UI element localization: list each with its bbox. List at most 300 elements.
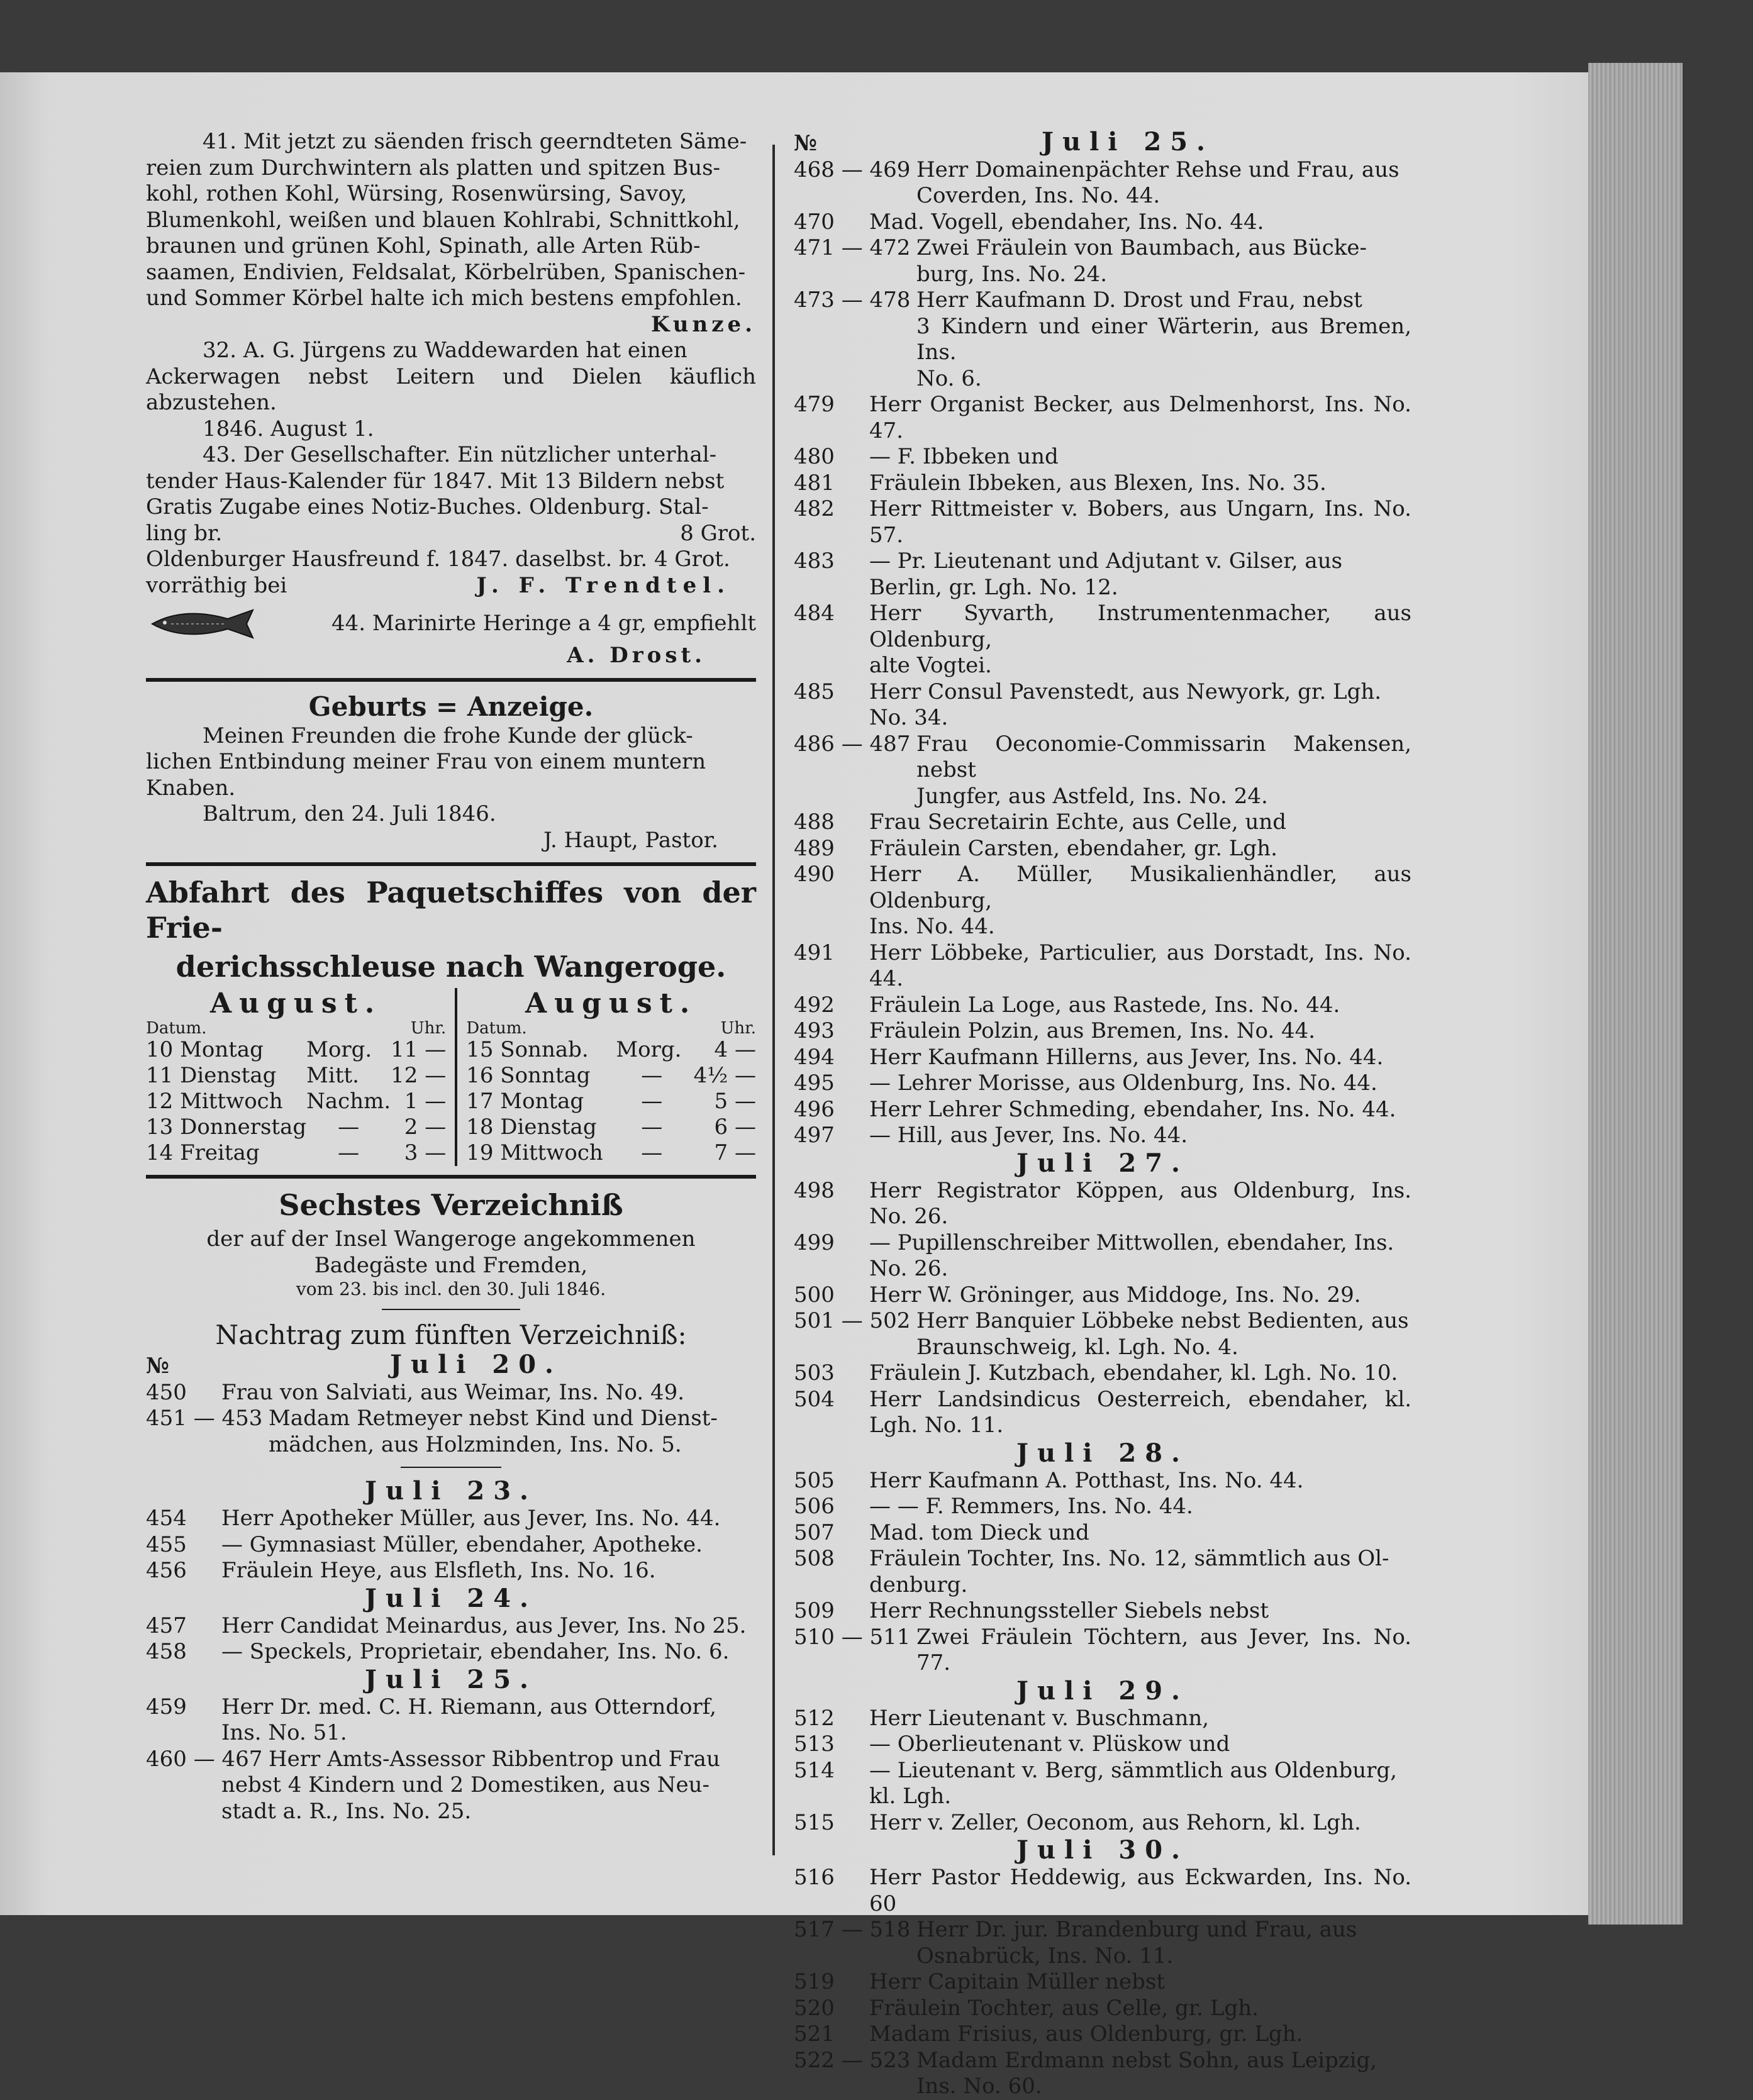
entry-text: — Lieutenant v. Berg, sämmtlich aus Oldenburg, <box>869 1757 1397 1783</box>
entry-text: Herr Kaufmann D. Drost und Frau, nebst <box>916 287 1362 313</box>
list-item <box>146 1506 756 1532</box>
entry-number: 460 — 467 <box>146 1746 263 1772</box>
list-item <box>794 1598 1411 1625</box>
entry-number: 513 <box>794 1731 835 1757</box>
ferry-month: August. <box>209 987 382 1019</box>
entry-text: Frau Secretairin Echte, aus Celle, und <box>869 809 1287 835</box>
list-item <box>794 836 1411 862</box>
entry-continuation: 3 Kindern und einer Wärterin, aus Bremen, Ins. <box>916 313 1411 365</box>
entry-text: Madam Erdmann nebst Sohn, aus Leipzig, <box>916 2047 1377 2073</box>
ferry-day: 14 Freitag <box>146 1140 260 1165</box>
entry-text: Herr Kaufmann A. Potthast, Ins. No. 44. <box>869 1467 1304 1493</box>
ferry-label-date: Datum. <box>466 1019 527 1038</box>
number-symbol: № <box>794 131 817 156</box>
ferry-time: 4 — <box>714 1037 756 1062</box>
list-item <box>794 1178 1411 1230</box>
list-subtitle: Badegäste und Fremden, <box>314 1252 588 1278</box>
entry-text: Herr v. Zeller, Oeconom, aus Rehorn, kl. Lgh. <box>869 1809 1361 1835</box>
entry-number: 473 — 478 <box>794 287 911 313</box>
entry-number: 494 <box>794 1044 835 1070</box>
entry-text: Herr Consul Pavenstedt, aus Newyork, gr. Lgh. <box>869 679 1382 704</box>
entry-number: 480 <box>794 444 835 469</box>
list-item <box>794 940 1411 992</box>
entry-text: Zwei Fräulein von Baumbach, aus Bücke- <box>916 235 1367 260</box>
ad-43-line: Oldenburger Hausfreund f. 1847. daselbst. br. 4 Grot. <box>146 547 730 572</box>
ferry-table-left <box>146 988 446 1166</box>
list-item <box>794 1308 1411 1335</box>
ferry-day: 10 Montag <box>146 1037 264 1062</box>
ad-44-row <box>146 605 756 643</box>
date-heading: Juli 24. <box>365 1583 537 1613</box>
list-item <box>794 209 1411 236</box>
ad-41-line: Blumenkohl, weißen und blauen Kohlrabi, Schnittkohl, <box>146 207 740 233</box>
right-column <box>794 129 1411 2100</box>
entry-continuation: No. 26. <box>869 1256 949 1281</box>
birth-announcement <box>146 691 756 854</box>
entry-continuation: Ins. No. 44. <box>869 914 995 939</box>
entry-number: 520 <box>794 1995 835 2021</box>
entry-number: 501 — 502 <box>794 1308 911 1333</box>
list-item <box>794 1969 1411 1996</box>
entry-text: Herr Dr. med. C. H. Riemann, aus Otterndorf, <box>221 1694 716 1719</box>
ferry-label-time: Uhr. <box>720 1019 756 1038</box>
entry-text: Fräulein Tochter, Ins. No. 12, sämmtlich aus Ol- <box>869 1546 1389 1571</box>
entry-text: Herr Rittmeister v. Bobers, aus Ungarn, Ins. No. 57. <box>869 496 1411 548</box>
nachtrag-title: Nachtrag zum fünften Verzeichniß: <box>215 1319 687 1350</box>
entry-text: — Pupillenschreiber Mittwollen, ebendaher, Ins. <box>869 1230 1394 1255</box>
entry-number: 456 <box>146 1558 187 1583</box>
entry-number: 483 <box>794 548 835 574</box>
section-rule <box>146 862 756 866</box>
birth-text-line: Knaben. <box>146 775 236 801</box>
ferry-rows-right <box>466 1037 756 1166</box>
list-item <box>146 1639 756 1665</box>
entry-text: — F. Ibbeken und <box>869 444 1059 469</box>
guest-group-juli-28 <box>794 1468 1411 1677</box>
entry-text: Madam Frisius, aus Oldenburg, gr. Lgh. <box>869 2021 1303 2047</box>
entry-number: 458 <box>146 1639 187 1664</box>
list-item <box>794 731 1411 784</box>
list-item <box>794 1468 1411 1494</box>
ferry-rows-left <box>146 1037 446 1166</box>
birth-signature: J. Haupt, Pastor. <box>543 827 718 853</box>
entry-number: 479 <box>794 392 835 417</box>
entry-text: — Oberlieutenant v. Plüskow und <box>869 1731 1230 1757</box>
ad-44 <box>146 605 756 669</box>
ferry-row <box>466 1114 756 1140</box>
entry-number: 508 <box>794 1546 835 1571</box>
entry-text: Herr Dr. jur. Brandenburg und Frau, aus <box>916 1917 1357 1942</box>
ferry-row <box>146 1114 446 1140</box>
birth-title: Geburts = Anzeige. <box>308 691 594 722</box>
list-item <box>794 444 1411 470</box>
ferry-time: 7 — <box>714 1140 756 1165</box>
entry-number: 495 <box>794 1070 835 1096</box>
ferry-day: 11 Dienstag <box>146 1063 277 1088</box>
short-rule <box>382 1309 520 1310</box>
list-item <box>794 548 1411 575</box>
entry-text: Herr Banquier Löbbeke nebst Bedienten, aus <box>916 1308 1409 1333</box>
entry-number: 451 — 453 <box>146 1406 263 1431</box>
entry-text: Fräulein Carsten, ebendaher, gr. Lgh. <box>869 835 1277 861</box>
list-item <box>146 1613 756 1640</box>
guest-group-juli-27 <box>794 1178 1411 1439</box>
ferry-row <box>466 1037 756 1063</box>
ferry-labels <box>466 1019 756 1037</box>
ferry-table-right <box>466 988 756 1166</box>
entry-text: — — F. Remmers, Ins. No. 44. <box>869 1494 1193 1519</box>
list-item <box>794 1282 1411 1309</box>
entry-continuation: Braunschweig, kl. Lgh. No. 4. <box>916 1334 1238 1360</box>
entry-text: Herr Syvarth, Instrumentenmacher, aus Oldenburg, <box>869 601 1411 652</box>
entry-continuation: Osnabrück, Ins. No. 11. <box>916 1943 1174 1969</box>
list-item <box>794 1706 1411 1732</box>
list-item <box>794 470 1411 497</box>
ferry-day: 19 Mittwoch <box>466 1140 603 1165</box>
ferry-period: Morg. <box>616 1037 682 1062</box>
list-item <box>794 1494 1411 1520</box>
entry-continuation: Coverden, Ins. No. 44. <box>916 183 1160 208</box>
list-item <box>794 809 1411 836</box>
date-heading-text: Juli 20. <box>390 1350 562 1379</box>
list-item <box>794 1520 1411 1547</box>
entry-text: Fräulein Heye, aus Elsfleth, Ins. No. 16. <box>221 1558 656 1583</box>
entry-number: 498 <box>794 1177 835 1203</box>
ferry-period: — <box>641 1140 663 1165</box>
entry-number: 454 <box>146 1506 187 1531</box>
entry-number: 517 — 518 <box>794 1917 911 1942</box>
entry-number: 491 <box>794 940 835 965</box>
list-item <box>794 1123 1411 1149</box>
entry-number: 519 <box>794 1969 835 1994</box>
ferry-labels <box>146 1019 446 1037</box>
entry-number: 486 — 487 <box>794 731 911 757</box>
list-item <box>794 1996 1411 2022</box>
entry-number: 514 <box>794 1757 835 1783</box>
ferry-time: 12 — <box>391 1063 447 1088</box>
date-heading: Juli 27. <box>1016 1148 1189 1178</box>
entry-text: Herr A. Müller, Musikalienhändler, aus Oldenburg, <box>869 862 1411 913</box>
list-item <box>794 1917 1411 1943</box>
ferry-month: August. <box>525 987 698 1019</box>
entry-number: 484 <box>794 601 835 626</box>
date-heading <box>146 1352 756 1380</box>
ad-43-line: 43. Der Gesellschafter. Ein nützlicher unterhal- <box>203 442 717 467</box>
ferry-time: 5 — <box>714 1089 756 1114</box>
entry-continuation: kl. Lgh. <box>869 1784 952 1809</box>
list-item <box>794 1045 1411 1071</box>
date-heading-text: Juli 25. <box>1042 127 1214 157</box>
list-item <box>794 1865 1411 1917</box>
fish-icon <box>146 605 259 643</box>
entry-number: 499 <box>794 1230 835 1255</box>
list-item <box>146 1558 756 1584</box>
ferry-day: 16 Sonntag <box>466 1063 591 1088</box>
ad-44-signature: A. Drost. <box>567 643 706 668</box>
entry-number: 509 <box>794 1598 835 1623</box>
list-item <box>794 601 1411 653</box>
list-item <box>794 235 1411 262</box>
ad-43 <box>146 442 756 599</box>
entry-number: 506 <box>794 1494 835 1519</box>
entry-continuation: stadt a. R., Ins. No. 25. <box>221 1798 472 1824</box>
entry-number: 515 <box>794 1809 835 1835</box>
entry-number: 507 <box>794 1519 835 1545</box>
ferry-period: — <box>641 1089 663 1114</box>
ferry-label-date: Datum. <box>146 1019 207 1038</box>
ad-41-line: saamen, Endivien, Feldsalat, Körbelrüben, Spanischen- <box>146 259 746 285</box>
ferry-row <box>466 1089 756 1114</box>
entry-text: Fräulein J. Kutzbach, ebendaher, kl. Lgh. No. 10. <box>869 1360 1398 1386</box>
entry-number: 482 <box>794 496 835 521</box>
guest-group-juli-29 <box>794 1706 1411 1836</box>
ferry-time: 11 — <box>391 1037 447 1062</box>
entry-number: 497 <box>794 1123 835 1148</box>
list-item <box>794 992 1411 1019</box>
ad-41-line: und Sommer Körbel halte ich mich bestens empfohlen. <box>146 286 742 311</box>
list-item <box>794 1360 1411 1387</box>
ferry-schedule <box>146 875 756 1166</box>
list-item <box>146 1406 756 1432</box>
ferry-time: 1 — <box>404 1089 447 1114</box>
ferry-day: 18 Dienstag <box>466 1114 597 1140</box>
date-heading <box>794 129 1411 157</box>
list-item <box>794 496 1411 548</box>
ferry-day: 12 Mittwoch <box>146 1089 283 1114</box>
date-heading: Juli 23. <box>365 1476 537 1506</box>
entry-text: Fräulein Ibbeken, aus Blexen, Ins. No. 35. <box>869 470 1327 496</box>
entry-text: — Lehrer Morisse, aus Oldenburg, Ins. No. 44. <box>869 1070 1377 1096</box>
number-symbol: № <box>146 1353 169 1379</box>
ad-43-price: 8 Grot. <box>680 520 756 546</box>
ferry-period: Morg. <box>306 1037 372 1062</box>
ad-43-available: vorräthig bei <box>146 572 287 598</box>
list-item <box>794 1070 1411 1097</box>
entry-text: Herr W. Gröninger, aus Middoge, Ins. No. 29. <box>869 1282 1361 1308</box>
list-range: vom 23. bis incl. den 30. Juli 1846. <box>296 1279 606 1299</box>
ferry-row <box>466 1140 756 1166</box>
entry-text: Fräulein Tochter, aus Celle, gr. Lgh. <box>869 1995 1259 2021</box>
entry-number: 455 <box>146 1531 187 1557</box>
entry-continuation: Berlin, gr. Lgh. No. 12. <box>869 574 1118 600</box>
ferry-title-line: derichsschleuse nach Wangeroge. <box>175 950 726 984</box>
ferry-time: 4½ — <box>693 1063 756 1088</box>
entry-text: — Pr. Lieutenant und Adjutant v. Gilser, aus <box>869 548 1343 574</box>
entry-text: Herr Pastor Heddewig, aus Eckwarden, Ins. No. 60 <box>869 1865 1411 1916</box>
date-heading: Juli 29. <box>1016 1675 1189 1706</box>
entry-text: Herr Organist Becker, aus Delmenhorst, Ins. No. 47. <box>869 392 1411 443</box>
ferry-day: 17 Montag <box>466 1089 584 1114</box>
list-item <box>146 1532 756 1558</box>
list-item <box>794 392 1411 444</box>
list-item <box>794 1097 1411 1123</box>
ferry-title-line: Abfahrt des Paquetschiffes von der Frie- <box>146 875 756 945</box>
entry-text: Mad. Vogell, ebendaher, Ins. No. 44. <box>869 209 1264 235</box>
entry-number: 470 <box>794 209 835 235</box>
column-divider <box>772 145 775 1855</box>
entry-number: 457 <box>146 1613 187 1638</box>
ferry-row <box>146 1037 446 1063</box>
entry-number: 450 <box>146 1379 187 1405</box>
entry-text: — Hill, aus Jever, Ins. No. 44. <box>869 1123 1188 1148</box>
entry-text: Herr Rechnungssteller Siebels nebst <box>869 1598 1269 1623</box>
ad-41-line: kohl, rothen Kohl, Würsing, Rosenwürsing, Savoy, <box>146 181 687 206</box>
entry-number: 504 <box>794 1386 835 1412</box>
ad-41-line: reien zum Durchwintern als platten und spitzen Bus- <box>146 155 721 181</box>
ferry-time: 6 — <box>714 1114 756 1140</box>
ad-41-signature: Kunze. <box>650 311 756 337</box>
ad-32-line: Ackerwagen nebst Leitern und Dielen käuflich abzustehen. <box>146 364 756 415</box>
entry-text: Herr Amts-Assessor Ribbentrop und Frau <box>269 1746 720 1772</box>
list-item <box>794 1546 1411 1572</box>
entry-continuation: denburg. <box>869 1572 968 1597</box>
entry-continuation: burg, Ins. No. 24. <box>916 261 1107 287</box>
ferry-period: — <box>641 1114 663 1140</box>
entry-number: 488 <box>794 809 835 835</box>
list-item <box>794 1731 1411 1758</box>
entry-text: — Speckels, Proprietair, ebendaher, Ins. No. 6. <box>221 1639 730 1664</box>
birth-text-line: lichen Entbindung meiner Frau von einem muntern <box>146 749 706 774</box>
ad-43-seller-row <box>146 573 756 599</box>
ferry-period: Mitt. <box>306 1063 359 1088</box>
ad-41-line: 41. Mit jetzt zu säenden frisch geerndteten Säme- <box>203 129 747 154</box>
entry-continuation: alte Vogtei. <box>869 653 992 678</box>
ad-43-seller: J. F. Trendtel. <box>476 572 731 598</box>
list-item <box>794 2021 1411 2048</box>
ferry-row <box>146 1140 446 1166</box>
entry-number: 481 <box>794 470 835 496</box>
list-subtitle: der auf der Insel Wangeroge angekommenen <box>206 1226 696 1252</box>
ad-41-line: braunen und grünen Kohl, Spinath, alle Arten Rüb- <box>146 233 701 258</box>
date-heading: Juli 25. <box>365 1664 537 1694</box>
ferry-period: — <box>338 1140 360 1165</box>
ferry-row <box>466 1063 756 1089</box>
entry-text: Herr Capitain Müller nebst <box>869 1969 1166 1994</box>
ad-44-text: 44. Marinirte Heringe a 4 gr, empfiehlt <box>331 611 756 636</box>
list-item <box>146 1747 756 1773</box>
ferry-label-time: Uhr. <box>410 1019 447 1038</box>
ad-32-line: 32. A. G. Jürgens zu Waddewarden hat einen <box>203 338 687 363</box>
entry-text: Frau Oeconomie-Commissarin Makensen, nebst <box>916 731 1411 782</box>
entry-number: 522 — 523 <box>794 2047 911 2073</box>
ferry-time: 3 — <box>404 1140 447 1165</box>
ferry-table <box>146 988 756 1166</box>
entry-continuation: mädchen, aus Holzminden, Ins. No. 5. <box>269 1431 682 1457</box>
entry-text: Herr Lehrer Schmeding, ebendaher, Ins. No. 44. <box>869 1096 1396 1122</box>
entry-continuation: No. 34. <box>869 705 949 730</box>
ad-43-item: ling br. <box>146 520 223 546</box>
entry-number: 490 <box>794 862 835 887</box>
section-rule <box>146 678 756 682</box>
ferry-period: Nachm. <box>306 1089 391 1114</box>
entry-number: 493 <box>794 1018 835 1043</box>
entry-text: Fräulein La Loge, aus Rastede, Ins. No. 44. <box>869 992 1340 1018</box>
list-item <box>794 1018 1411 1045</box>
entry-text: — Gymnasiast Müller, ebendaher, Apotheke. <box>221 1531 703 1557</box>
list-item <box>794 1810 1411 1836</box>
entry-continuation: No. 6. <box>916 365 982 391</box>
entry-continuation: Jungfer, aus Astfeld, Ins. No. 24. <box>916 783 1268 809</box>
ad-43-price-row <box>146 521 756 547</box>
entry-number: 510 — 511 <box>794 1624 911 1650</box>
guest-group-juli-25 <box>794 157 1411 1149</box>
list-item <box>794 1758 1411 1784</box>
ferry-period: — <box>338 1114 360 1140</box>
list-item <box>794 1625 1411 1677</box>
entry-text: Herr Lieutenant v. Buschmann, <box>869 1705 1210 1731</box>
list-item <box>794 679 1411 706</box>
entry-number: 505 <box>794 1467 835 1493</box>
entry-number: 500 <box>794 1282 835 1308</box>
page-edges <box>1588 63 1683 1925</box>
ferry-day: 15 Sonnab. <box>466 1037 589 1062</box>
entry-continuation: Ins. No. 51. <box>221 1720 347 1745</box>
ad-43-line: Gratis Zugabe eines Notiz-Buches. Oldenburg. Stal- <box>146 494 709 519</box>
list-item <box>146 1694 756 1721</box>
ad-43-line: tender Haus-Kalender für 1847. Mit 13 Bildern nebst <box>146 468 725 494</box>
entry-text: Herr Domainenpächter Rehse und Frau, aus <box>916 157 1400 182</box>
entry-text: Herr Registrator Köppen, aus Oldenburg, Ins. No. 26. <box>869 1177 1411 1229</box>
entry-text: Herr Candidat Meinardus, aus Jever, Ins. No 25. <box>221 1613 747 1638</box>
list-item <box>146 1380 756 1406</box>
entry-text: Frau von Salviati, aus Weimar, Ins. No. 49. <box>221 1379 685 1405</box>
list-title: Sechstes Verzeichniß <box>279 1188 623 1222</box>
entry-number: 471 — 472 <box>794 235 911 260</box>
entry-text: Fräulein Polzin, aus Bremen, Ins. No. 44. <box>869 1018 1316 1043</box>
birth-text-line: Meinen Freunden die frohe Kunde der glück- <box>203 723 693 748</box>
list-item <box>794 1387 1411 1439</box>
entry-continuation: Ins. No. 60. <box>916 2074 1042 2099</box>
list-item <box>794 2048 1411 2074</box>
entry-number: 516 <box>794 1865 835 1890</box>
entry-number: 521 <box>794 2021 835 2047</box>
ferry-row <box>146 1089 446 1114</box>
entry-text: Madam Retmeyer nebst Kind und Dienst- <box>269 1406 718 1431</box>
ferry-day: 13 Donnerstag <box>146 1114 307 1140</box>
entry-number: 489 <box>794 835 835 861</box>
guest-group-juli-30 <box>794 1865 1411 2100</box>
ad-32 <box>146 338 756 442</box>
entry-text: Herr Löbbeke, Particulier, aus Dorstadt, Ins. No. 44. <box>869 940 1411 991</box>
left-column <box>146 129 756 1825</box>
ferry-period: — <box>641 1063 663 1088</box>
ferry-time: 2 — <box>404 1114 447 1140</box>
entry-text: Zwei Fräulein Töchtern, aus Jever, Ins. No. 77. <box>916 1624 1411 1675</box>
guest-list-header <box>146 1187 756 1352</box>
entry-number: 459 <box>146 1694 187 1719</box>
entry-number: 492 <box>794 992 835 1018</box>
list-item <box>794 157 1411 184</box>
section-rule <box>146 1175 756 1179</box>
entry-number: 468 — 469 <box>794 157 911 182</box>
list-item <box>794 287 1411 314</box>
entry-number: 512 <box>794 1705 835 1731</box>
date-heading: Juli 28. <box>1016 1438 1189 1468</box>
list-item <box>794 1230 1411 1257</box>
entry-text: Herr Apotheker Müller, aus Jever, Ins. No. 44. <box>221 1506 721 1531</box>
ferry-row <box>146 1063 446 1089</box>
entry-text: Herr Kaufmann Hillerns, aus Jever, Ins. No. 44. <box>869 1044 1384 1070</box>
entry-continuation: nebst 4 Kindern und 2 Domestiken, aus Neu- <box>221 1772 710 1797</box>
date-heading: Juli 30. <box>1016 1835 1189 1865</box>
entry-text: Mad. tom Dieck und <box>869 1519 1089 1545</box>
entry-number: 503 <box>794 1360 835 1386</box>
entry-number: 496 <box>794 1096 835 1122</box>
entry-text: Herr Landsindicus Oesterreich, ebendaher, kl. Lgh. No. 11. <box>869 1386 1411 1438</box>
ad-32-line: 1846. August 1. <box>203 416 374 442</box>
ad-41 <box>146 129 756 338</box>
guest-list-left <box>146 1352 756 1825</box>
